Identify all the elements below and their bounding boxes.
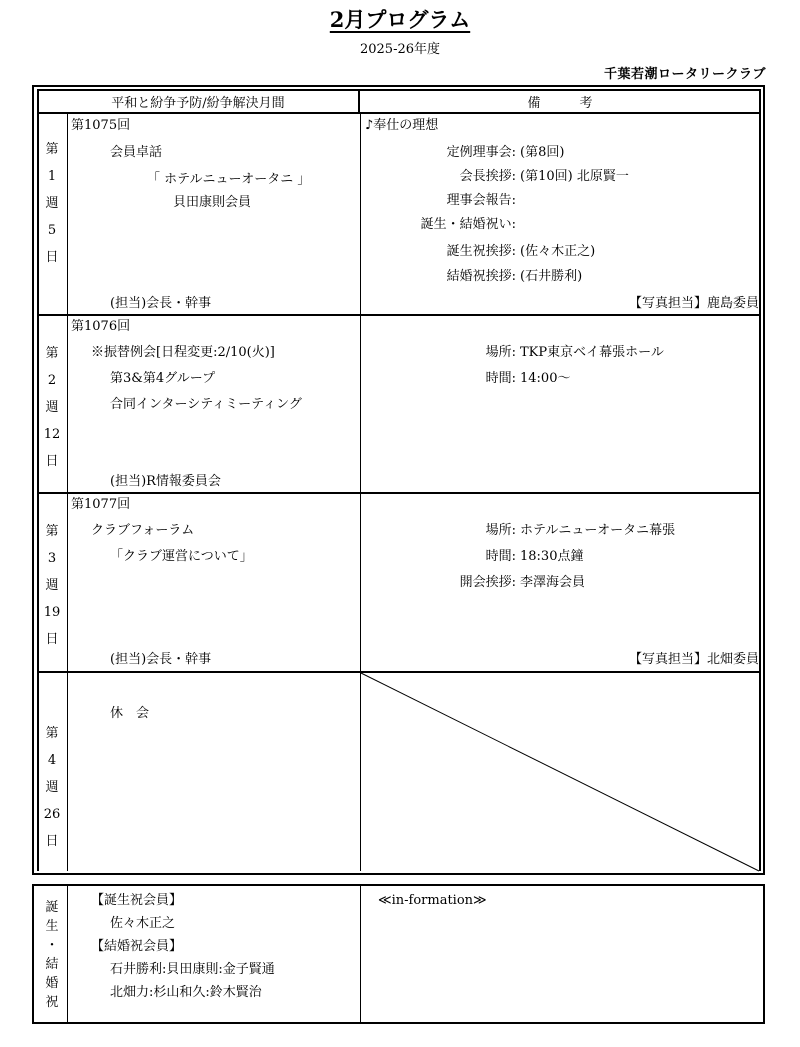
week-1-label: 第 1 週 5 日 [45, 142, 59, 265]
club-name: 千葉若潮ロータリークラブ [603, 67, 766, 82]
inner-top-border [37, 89, 761, 91]
note-key: 結婚祝挨拶: [446, 269, 516, 284]
note-value: 李澤海会員 [520, 575, 586, 590]
note-value: 14:00～ [520, 371, 571, 386]
header-bottom-rule [37, 112, 761, 114]
note-key: 場所: [485, 523, 516, 538]
meeting-number: 第1075回 [71, 118, 131, 133]
page-title: 2月プログラム [329, 7, 471, 32]
notes-header: 備 考 [527, 96, 593, 111]
inner-right-border [759, 89, 761, 871]
row-separator [37, 314, 761, 316]
note-value: 18:30点鐘 [520, 549, 584, 564]
note-key: 誕生祝挨拶: [446, 244, 516, 259]
week-2-label: 第 2 週 12 日 [43, 346, 61, 469]
program-title: ※振替例会[日程変更:2/10(火)] [91, 345, 275, 360]
celebration-label-divider [67, 886, 68, 1022]
charge: (担当)会長・幹事 [110, 652, 212, 667]
marriage-members: 石井勝利:貝田康則:金子賢通 [110, 962, 275, 977]
photo-charge: 【写真担当】北畑委員 [628, 652, 759, 667]
week-3-label: 第 3 週 19 日 [43, 524, 61, 647]
charge: (担当)会長・幹事 [110, 296, 212, 311]
note-value: (石井勝利) [520, 269, 583, 284]
celebration-label: 誕 生 ・ 結 婚 祝 [45, 900, 59, 1010]
marriage-title: 【結婚祝会員】 [91, 939, 183, 954]
meeting-number: 第1076回 [71, 319, 131, 334]
birthday-members: 佐々木正之 [110, 916, 176, 931]
charge: (担当)R情報委員会 [110, 474, 221, 489]
note-key: 理事会報告: [446, 193, 516, 208]
notes-title: ♪奉仕の理想 [365, 118, 439, 133]
program-detail: 「 ホテルニューオータニ 」 [147, 172, 311, 187]
meeting-number: 第1077回 [71, 497, 131, 512]
theme-header: 平和と紛争予防/紛争解決月間 [111, 96, 285, 111]
note-value: (第8回) [520, 145, 565, 160]
note-key: 開会挨拶: [459, 575, 516, 590]
program-detail: 合同インターシティミーティング [110, 397, 302, 412]
birthday-title: 【誕生祝会員】 [91, 893, 183, 908]
empty-cell-diagonal [361, 673, 759, 871]
speaker: 貝田康則会員 [173, 195, 252, 210]
program-detail: 第3&第4グループ [110, 371, 216, 386]
program-title: クラブフォーラム [91, 523, 195, 538]
information-label: ≪in-formation≫ [378, 893, 487, 908]
row-separator [37, 492, 761, 494]
program-detail: 「クラブ運営について」 [110, 549, 253, 564]
program-title: 会員卓話 [110, 145, 163, 160]
note-value: (佐々木正之) [520, 244, 596, 259]
note-key: 時間: [485, 371, 516, 386]
fiscal-year: 2025-26年度 [359, 42, 441, 57]
week-4-label: 第 4 週 26 日 [43, 726, 61, 849]
note-key: 誕生・結婚祝い: [420, 217, 516, 232]
note-value: ホテルニューオータニ幕張 [520, 523, 676, 538]
recess-label: 休 会 [110, 706, 150, 721]
note-key: 場所: [485, 345, 516, 360]
note-key: 会長挨拶: [459, 169, 516, 184]
marriage-members: 北畑力:杉山和久:鈴木賢治 [110, 985, 262, 1000]
note-value: (第10回) 北原賢一 [520, 169, 629, 184]
photo-charge: 【写真担当】鹿島委員 [628, 296, 759, 311]
note-key: 定例理事会: [446, 145, 516, 160]
note-key: 時間: [485, 549, 516, 564]
celebration-column-divider [360, 886, 361, 1022]
note-value: TKP東京ベイ幕張ホール [520, 345, 664, 360]
